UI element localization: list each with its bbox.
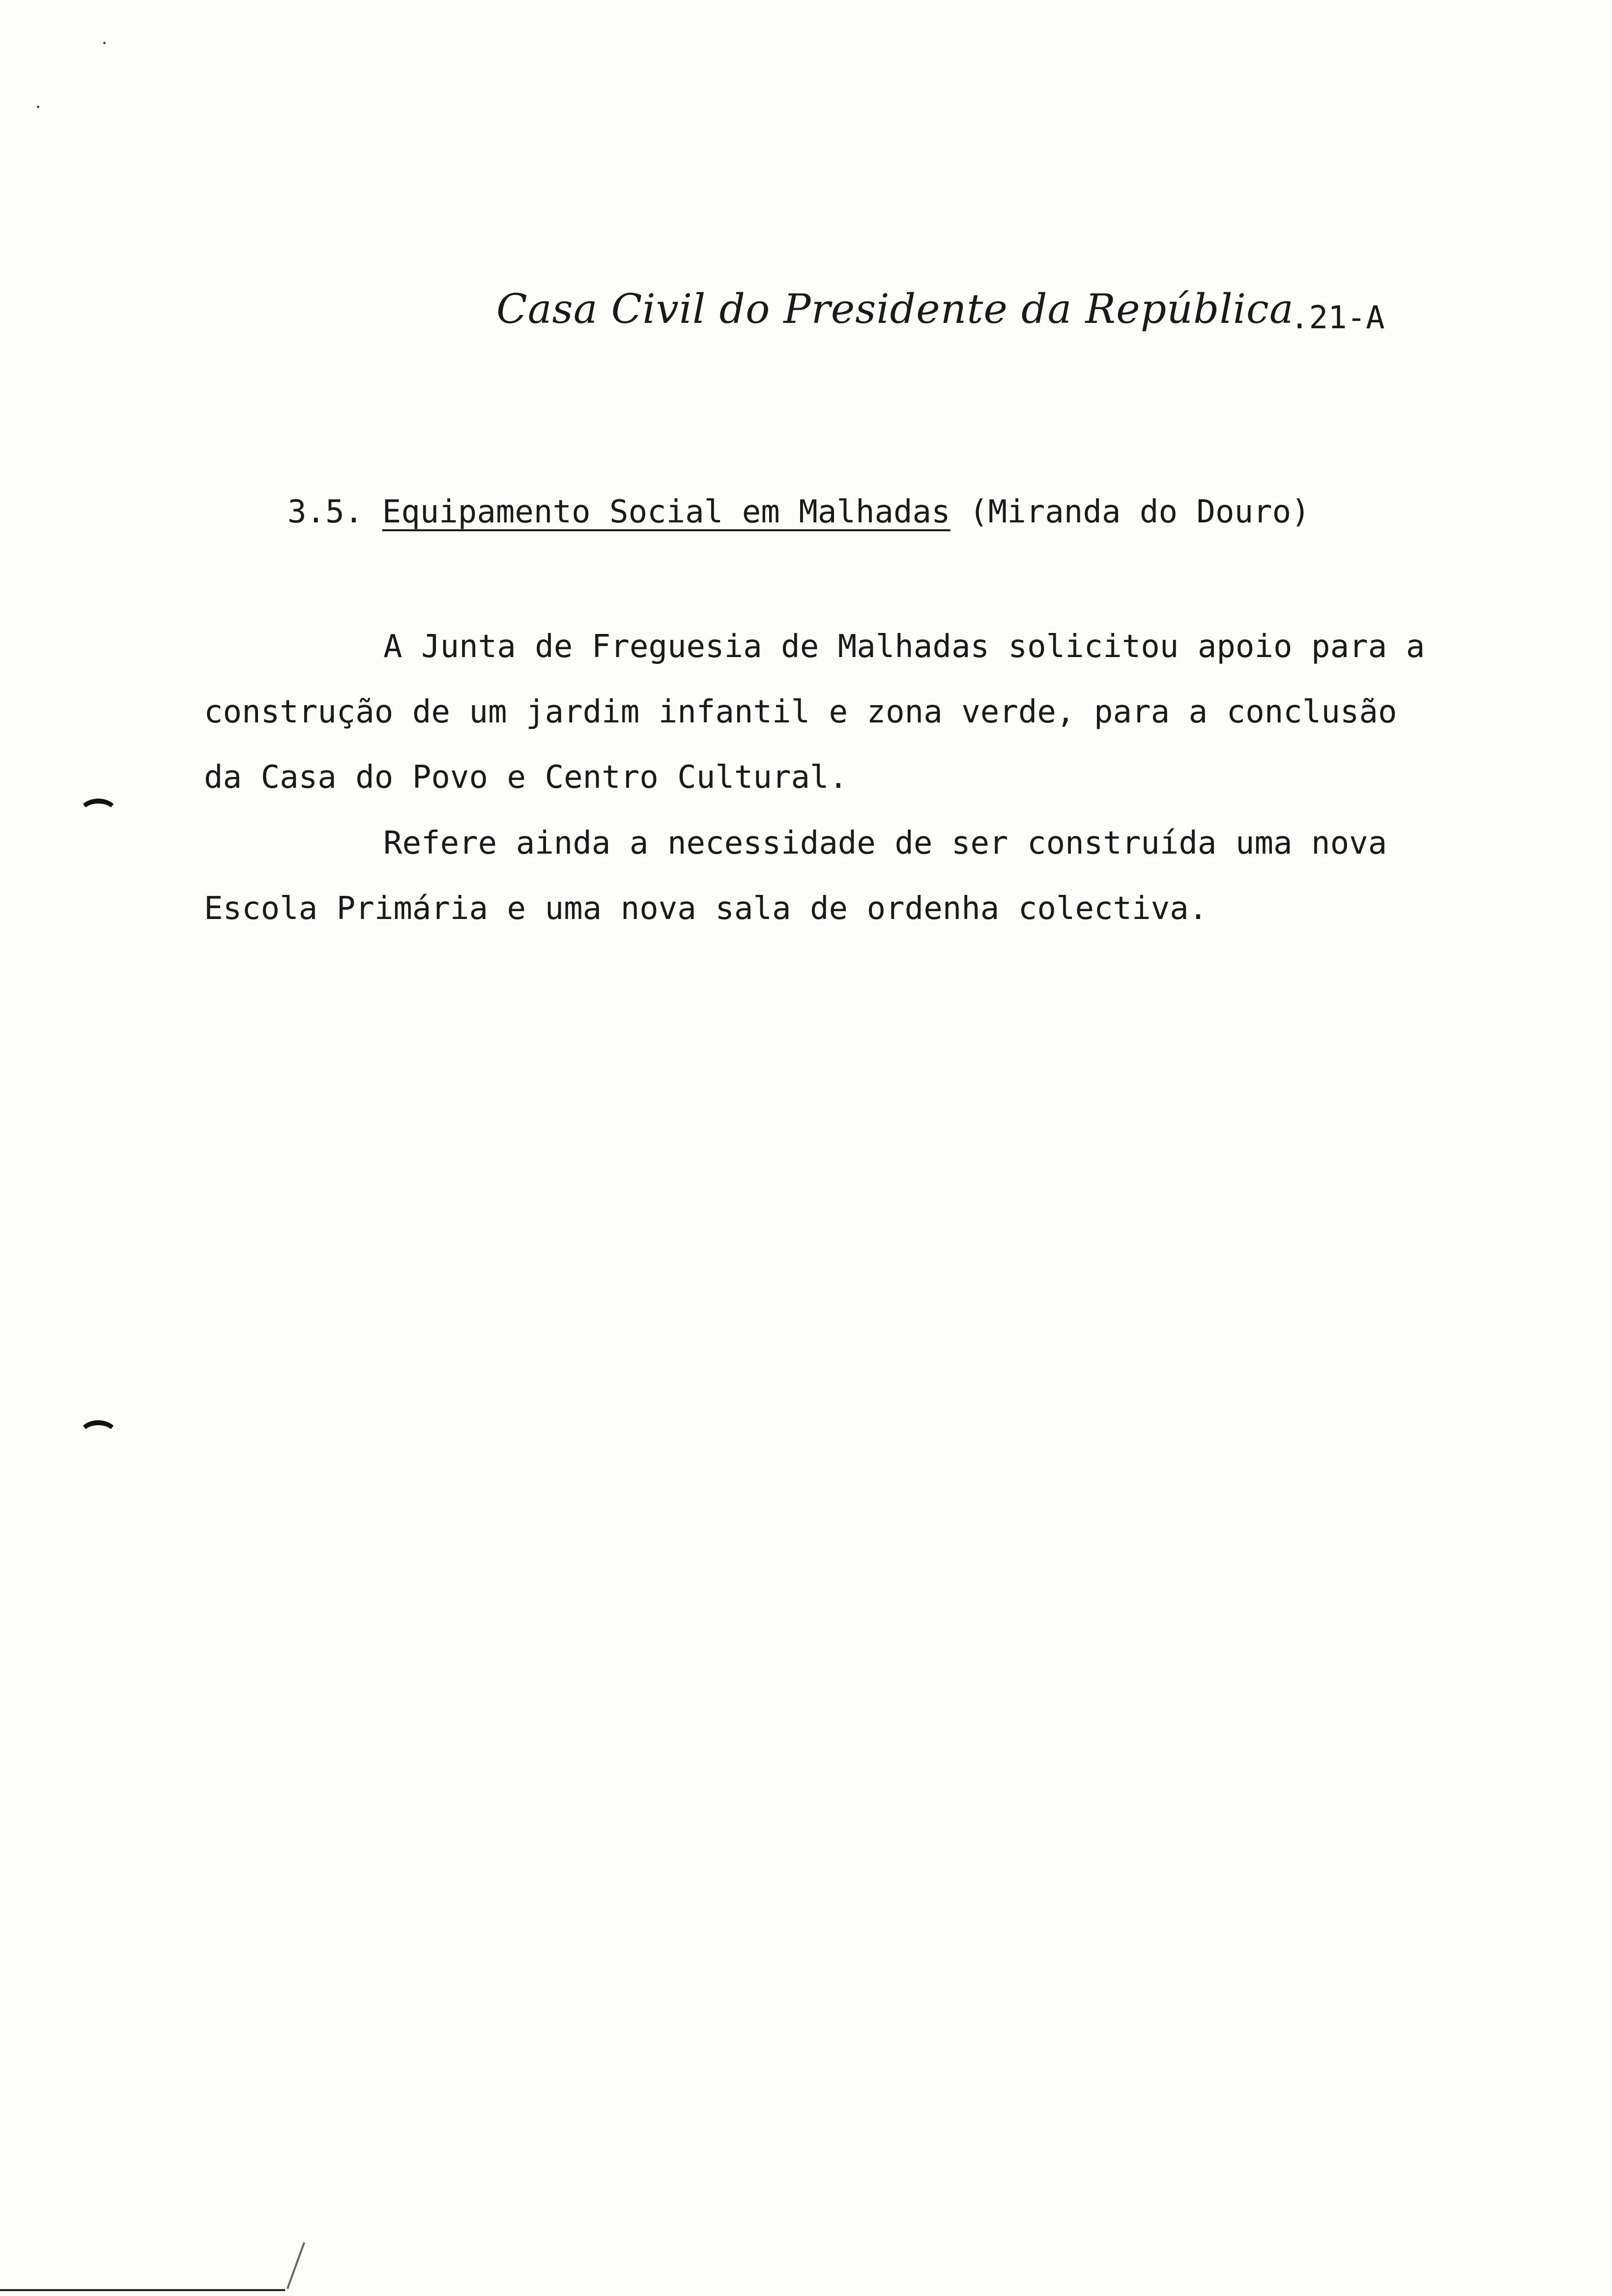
paragraph-line: Escola Primária e uma nova sala de ordenha colectiva. (204, 890, 1208, 927)
section-heading (288, 494, 1310, 530)
pen-mark (287, 2242, 305, 2289)
paragraph-line: da Casa do Povo e Centro Cultural. (204, 759, 848, 796)
paragraph-2 (204, 811, 1482, 942)
page-number: .21-A (1290, 300, 1385, 336)
punch-hole-mark (79, 1420, 118, 1450)
letterhead-text: Casa Civil do Presidente da República (496, 286, 1294, 333)
section-location: (Miranda do Douro) (969, 494, 1310, 530)
paragraph-line: A Junta de Freguesia de Malhadas solicitou apoio para a (383, 629, 1425, 665)
section-number: 3.5. (288, 494, 364, 530)
paragraph-1 (204, 614, 1482, 810)
bottom-rule (0, 2289, 285, 2291)
paragraph-line: Refere ainda a necessidade de ser construída uma nova (383, 825, 1387, 861)
section-title: Equipamento Social em Malhadas (382, 494, 950, 530)
paragraph-line: construção de um jardim infantil e zona verde, para a conclusão (204, 694, 1397, 730)
punch-hole-mark (79, 799, 118, 828)
scan-speck (103, 42, 106, 44)
scan-speck (37, 106, 39, 108)
letterhead (496, 273, 1294, 346)
